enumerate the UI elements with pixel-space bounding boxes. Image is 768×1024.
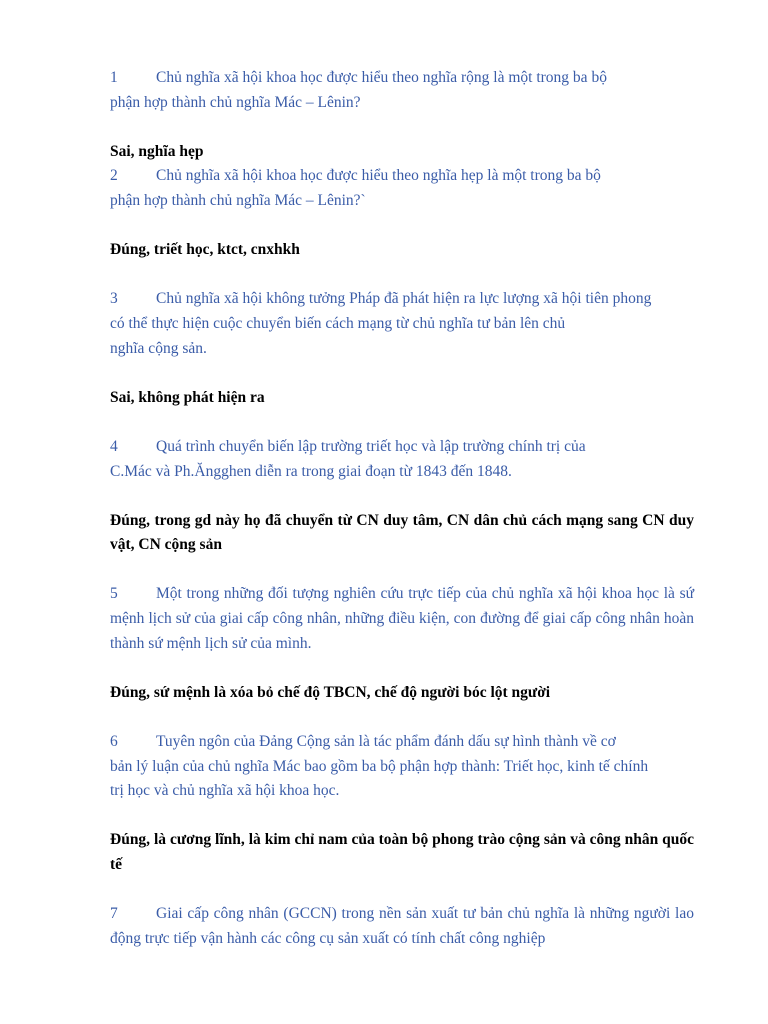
document-page (110, 66, 694, 951)
answer-3: Sai, không phát hiện ra (110, 388, 265, 406)
question-number: 3 (110, 290, 118, 308)
question-3 (110, 287, 694, 361)
question-text: Quá trình chuyển biến lập trường triết học và lập trường chính trị của (156, 437, 586, 455)
question-4 (110, 435, 694, 484)
answer-2: Đúng, triết học, ktct, cnxhkh (110, 241, 300, 259)
answer-6: Đúng, là cương lĩnh, là kim chỉ nam của toàn bộ phong trào cộng sản và công nhân quốc tế (110, 831, 694, 873)
question-number: 4 (110, 437, 118, 455)
question-7 (110, 902, 694, 951)
question-text: phận hợp thành chủ nghĩa Mác – Lênin?` (110, 191, 366, 209)
question-text: Chủ nghĩa xã hội khoa học được hiểu theo nghĩa rộng là một trong ba bộ (156, 69, 607, 86)
question-1 (110, 66, 694, 115)
answer-4: Đúng, trong gd này họ đã chuyển từ CN duy tâm, CN dân chủ cách mạng sang CN duy vật, CN cộng sản (110, 511, 694, 554)
question-number: 1 (110, 69, 118, 86)
question-5 (110, 582, 694, 656)
question-text: Một trong những đối tượng nghiên cứu trực tiếp của chủ nghĩa xã hội khoa học là sứ mệnh lịch sử của giai cấp công nhân, những điều kiện, con đường để giai cấp công nhân hoàn thành sứ mệnh lịch sử của mình. (110, 585, 694, 652)
answer-1: Sai, nghĩa hẹp (110, 142, 204, 160)
question-number: 6 (110, 733, 118, 751)
question-text: trị học và chủ nghĩa xã hội khoa học. (110, 782, 340, 800)
question-6 (110, 730, 694, 804)
question-text: có thể thực hiện cuộc chuyển biến cách mạng từ chủ nghĩa tư bản lên chủ (110, 314, 566, 332)
question-number: 2 (110, 167, 118, 185)
question-number: 7 (110, 905, 118, 923)
question-text: nghĩa cộng sản. (110, 339, 207, 357)
question-text: Tuyên ngôn của Đảng Cộng sản là tác phẩm đánh dấu sự hình thành về cơ (156, 733, 616, 751)
question-number: 5 (110, 585, 118, 603)
question-2 (110, 164, 694, 213)
question-text: C.Mác và Ph.Ăngghen diễn ra trong giai đoạn từ 1843 đến 1848. (110, 462, 512, 480)
question-text: phận hợp thành chủ nghĩa Mác – Lênin? (110, 93, 361, 111)
question-text: Giai cấp công nhân (GCCN) trong nền sản xuất tư bản chủ nghĩa là những người lao động trực tiếp vận hành các công cụ sản xuất có tính chất công nghiệp (110, 905, 694, 947)
question-text: bản lý luận của chủ nghĩa Mác bao gồm ba bộ phận hợp thành: Triết học, kinh tế chính (110, 757, 649, 775)
question-text: Chủ nghĩa xã hội khoa học được hiểu theo nghĩa hẹp là một trong ba bộ (156, 167, 601, 185)
question-text: Chủ nghĩa xã hội không tưởng Pháp đã phát hiện ra lực lượng xã hội tiên phong (156, 290, 652, 308)
answer-5: Đúng, sứ mệnh là xóa bỏ chế độ TBCN, chế độ người bóc lột người (110, 683, 551, 701)
